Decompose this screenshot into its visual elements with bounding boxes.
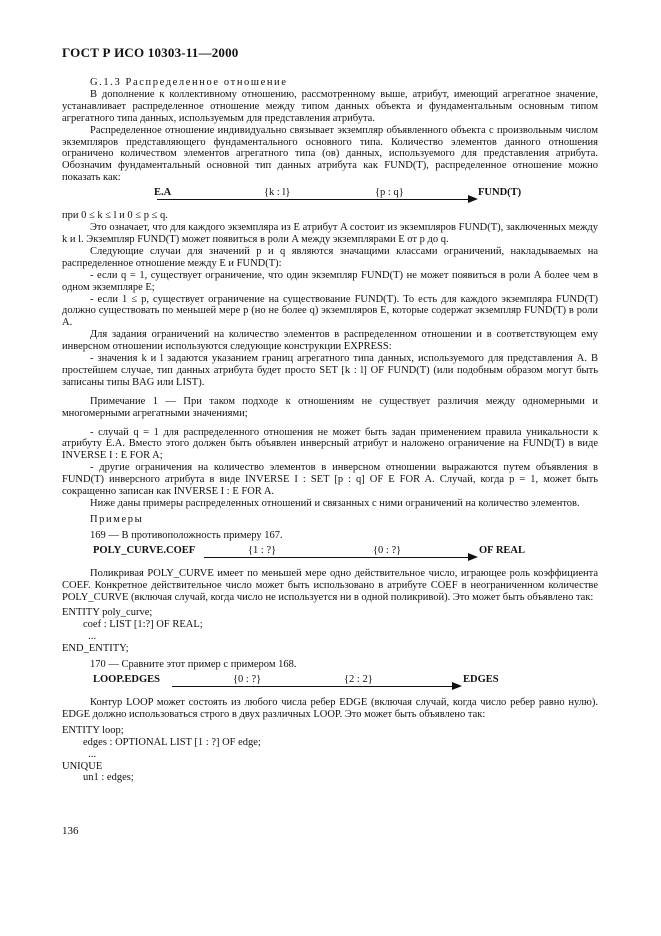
paragraph-10: Поликривая POLY_CURVE имеет по меньшей мере одно действительное число, играющее роль коэффициента COEF. Конкретное действительное число может быть использовано в атрибуте COEF в неограниченном количестве POLY_CURVE (включая случай, когда число не используется ни в одной поликривой). Это может быть объявлено так: [62, 567, 598, 603]
diagram-1-right-label: FUND(T) [478, 187, 522, 199]
paragraph-2: Распределенное отношение индивидуально связывает экземпляр объявленного объекта с произвольным числом экземпляров представляющего фундаментального основного типа. Количество элементов данного отношения ограничено количеством элементов агрегатного типа (ов) данных, используемого для представления атрибута. Обозначим фундаментальный основной тип данных атрибута как FUND(T), распределенное отношение можно показать как: [62, 124, 598, 184]
note-1: Примечание 1 — При таком подходе к отношениям не существует различия между одномерными и многомерными агрегатными значениями; [62, 395, 598, 419]
paragraph-5: Для задания ограничений на количество элементов в распределенном отношении и в соответствующем ему инверсном отношении используются следующие конструкции EXPRESS: [62, 329, 598, 353]
code-block-1 [62, 607, 598, 655]
paragraph-4: Следующие случаи для значений p и q являются значащими классами ограничений, накладываемых на распределенное отношение между E и FUND(T): [62, 245, 598, 269]
diagram-2-arrow-line [204, 557, 472, 558]
code-line: ENTITY loop; [62, 724, 124, 736]
paragraph-8: - другие ограничения на количество элементов в инверсном отношении выражаются путем объявления в FUND(T) инверсного атрибута в виде INVERSE I : SET [p : q] OF E FOR A. Случай, когда p = 1, может быть сокращенно записан как INVERSE I : E FOR A. [62, 462, 598, 498]
diagram-3-left-cardinality: {0 : ?} [233, 673, 262, 685]
code-line: coef : LIST [1:?] OF REAL; [62, 619, 203, 631]
page-body [62, 77, 598, 784]
paragraph-11: Контур LOOP может состоять из любого числа ребер EDGE (включая случай, когда число ребер равно нулю). EDGE должно использоваться строго в двух различных LOOP. Это может быть объявлено так: [62, 696, 598, 720]
diagram-2-right-cardinality: {0 : ?} [373, 544, 402, 556]
diagram-1-arrow-line [157, 199, 470, 200]
paragraph-7: - случай q = 1 для распределенного отношения не может быть задан применением правила уникальности к атрибуту E.A. Вместо этого должен быть объявлен инверсный атрибут и наложено ограничение на FUND(T) в виде INVERSE I : E FOR A; [62, 426, 598, 462]
condition-line: при 0 ≤ k ≤ l и 0 ≤ p ≤ q. [62, 210, 168, 222]
document-header: ГОСТ Р ИСО 10303-11—2000 [62, 45, 239, 60]
diagram-2-arrow-head [468, 553, 478, 561]
paragraph-3: Это означает, что для каждого экземпляра из E атрибут A состоит из экземпляров FUND(T), заключенных между k и l. Экземпляр FUND(T) может появиться в роли A между экземплярами E от p до q. [62, 222, 598, 245]
bullet-2: - если 1 ≤ p, существует ограничение на существование FUND(T). То есть для каждого экземпляра FUND(T) должно существовать по меньшей мере p (но не более q) экземпляров E, которые содержат экземпляр FUND(T) в роли A. [62, 293, 598, 329]
examples-heading: Примеры [90, 513, 144, 525]
diagram-2-left-label: POLY_CURVE.COEF [93, 544, 196, 556]
example-170-caption: 170 — Сравните этот пример с примером 168. [90, 659, 297, 671]
diagram-3-left-label: LOOP.EDGES [93, 673, 161, 685]
relationship-diagram-2 [62, 544, 598, 566]
code-line: un1 : edges; [62, 772, 134, 784]
example-169-caption: 169 — В противоположность примеру 167. [90, 529, 283, 541]
code-line: ... [62, 748, 97, 760]
diagram-3-arrow-head [452, 682, 462, 690]
code-block-2 [62, 725, 598, 785]
diagram-3-arrow-line [172, 686, 457, 687]
diagram-1-arrow-head [468, 195, 478, 203]
section-heading: G.1.3 Распределенное отношение [90, 77, 288, 88]
diagram-1-right-cardinality: {p : q} [375, 187, 404, 199]
diagram-2-right-label: OF REAL [479, 544, 525, 556]
relationship-diagram-3 [62, 673, 598, 695]
diagram-1-left-label: E.A [154, 187, 172, 199]
diagram-1-left-cardinality: {k : l} [264, 187, 291, 199]
page-number: 136 [62, 825, 79, 837]
code-line: edges : OPTIONAL LIST [1 : ?] OF edge; [62, 736, 261, 748]
paragraph-9: Ниже даны примеры распределенных отношений и связанных с ними ограничений на количество элементов. [90, 498, 580, 509]
relationship-diagram-1 [62, 186, 598, 208]
diagram-3-right-label: EDGES [463, 673, 499, 685]
paragraph-6: - значения k и l задаются указанием границ агрегатного типа данных, используемого для представления A. В простейшем случае, тип данных атрибута будет просто SET [k : l] OF FUND(T) (или подобным образом могут быть записаны типы BAG или LIST). [62, 353, 598, 388]
diagram-3-right-cardinality: {2 : 2} [344, 673, 373, 685]
code-line: ENTITY poly_curve; [62, 607, 153, 619]
code-line: END_ENTITY; [62, 643, 129, 655]
bullet-1: - если q = 1, существует ограничение, что один экземпляр FUND(T) не может появиться в роли A более чем в одном экземпляре E; [62, 269, 598, 293]
code-line: UNIQUE [62, 760, 103, 772]
diagram-2-left-cardinality: {1 : ?} [248, 544, 277, 556]
code-line: ... [62, 631, 97, 643]
paragraph-1: В дополнение к коллективному отношению, рассмотренному выше, атрибут, имеющий агрегатное значение, устанавливает распределенное отношение между типом данных объекта и фундаментальным основным типом агрегатного типа данных, используемым для представления атрибута. [62, 88, 598, 124]
